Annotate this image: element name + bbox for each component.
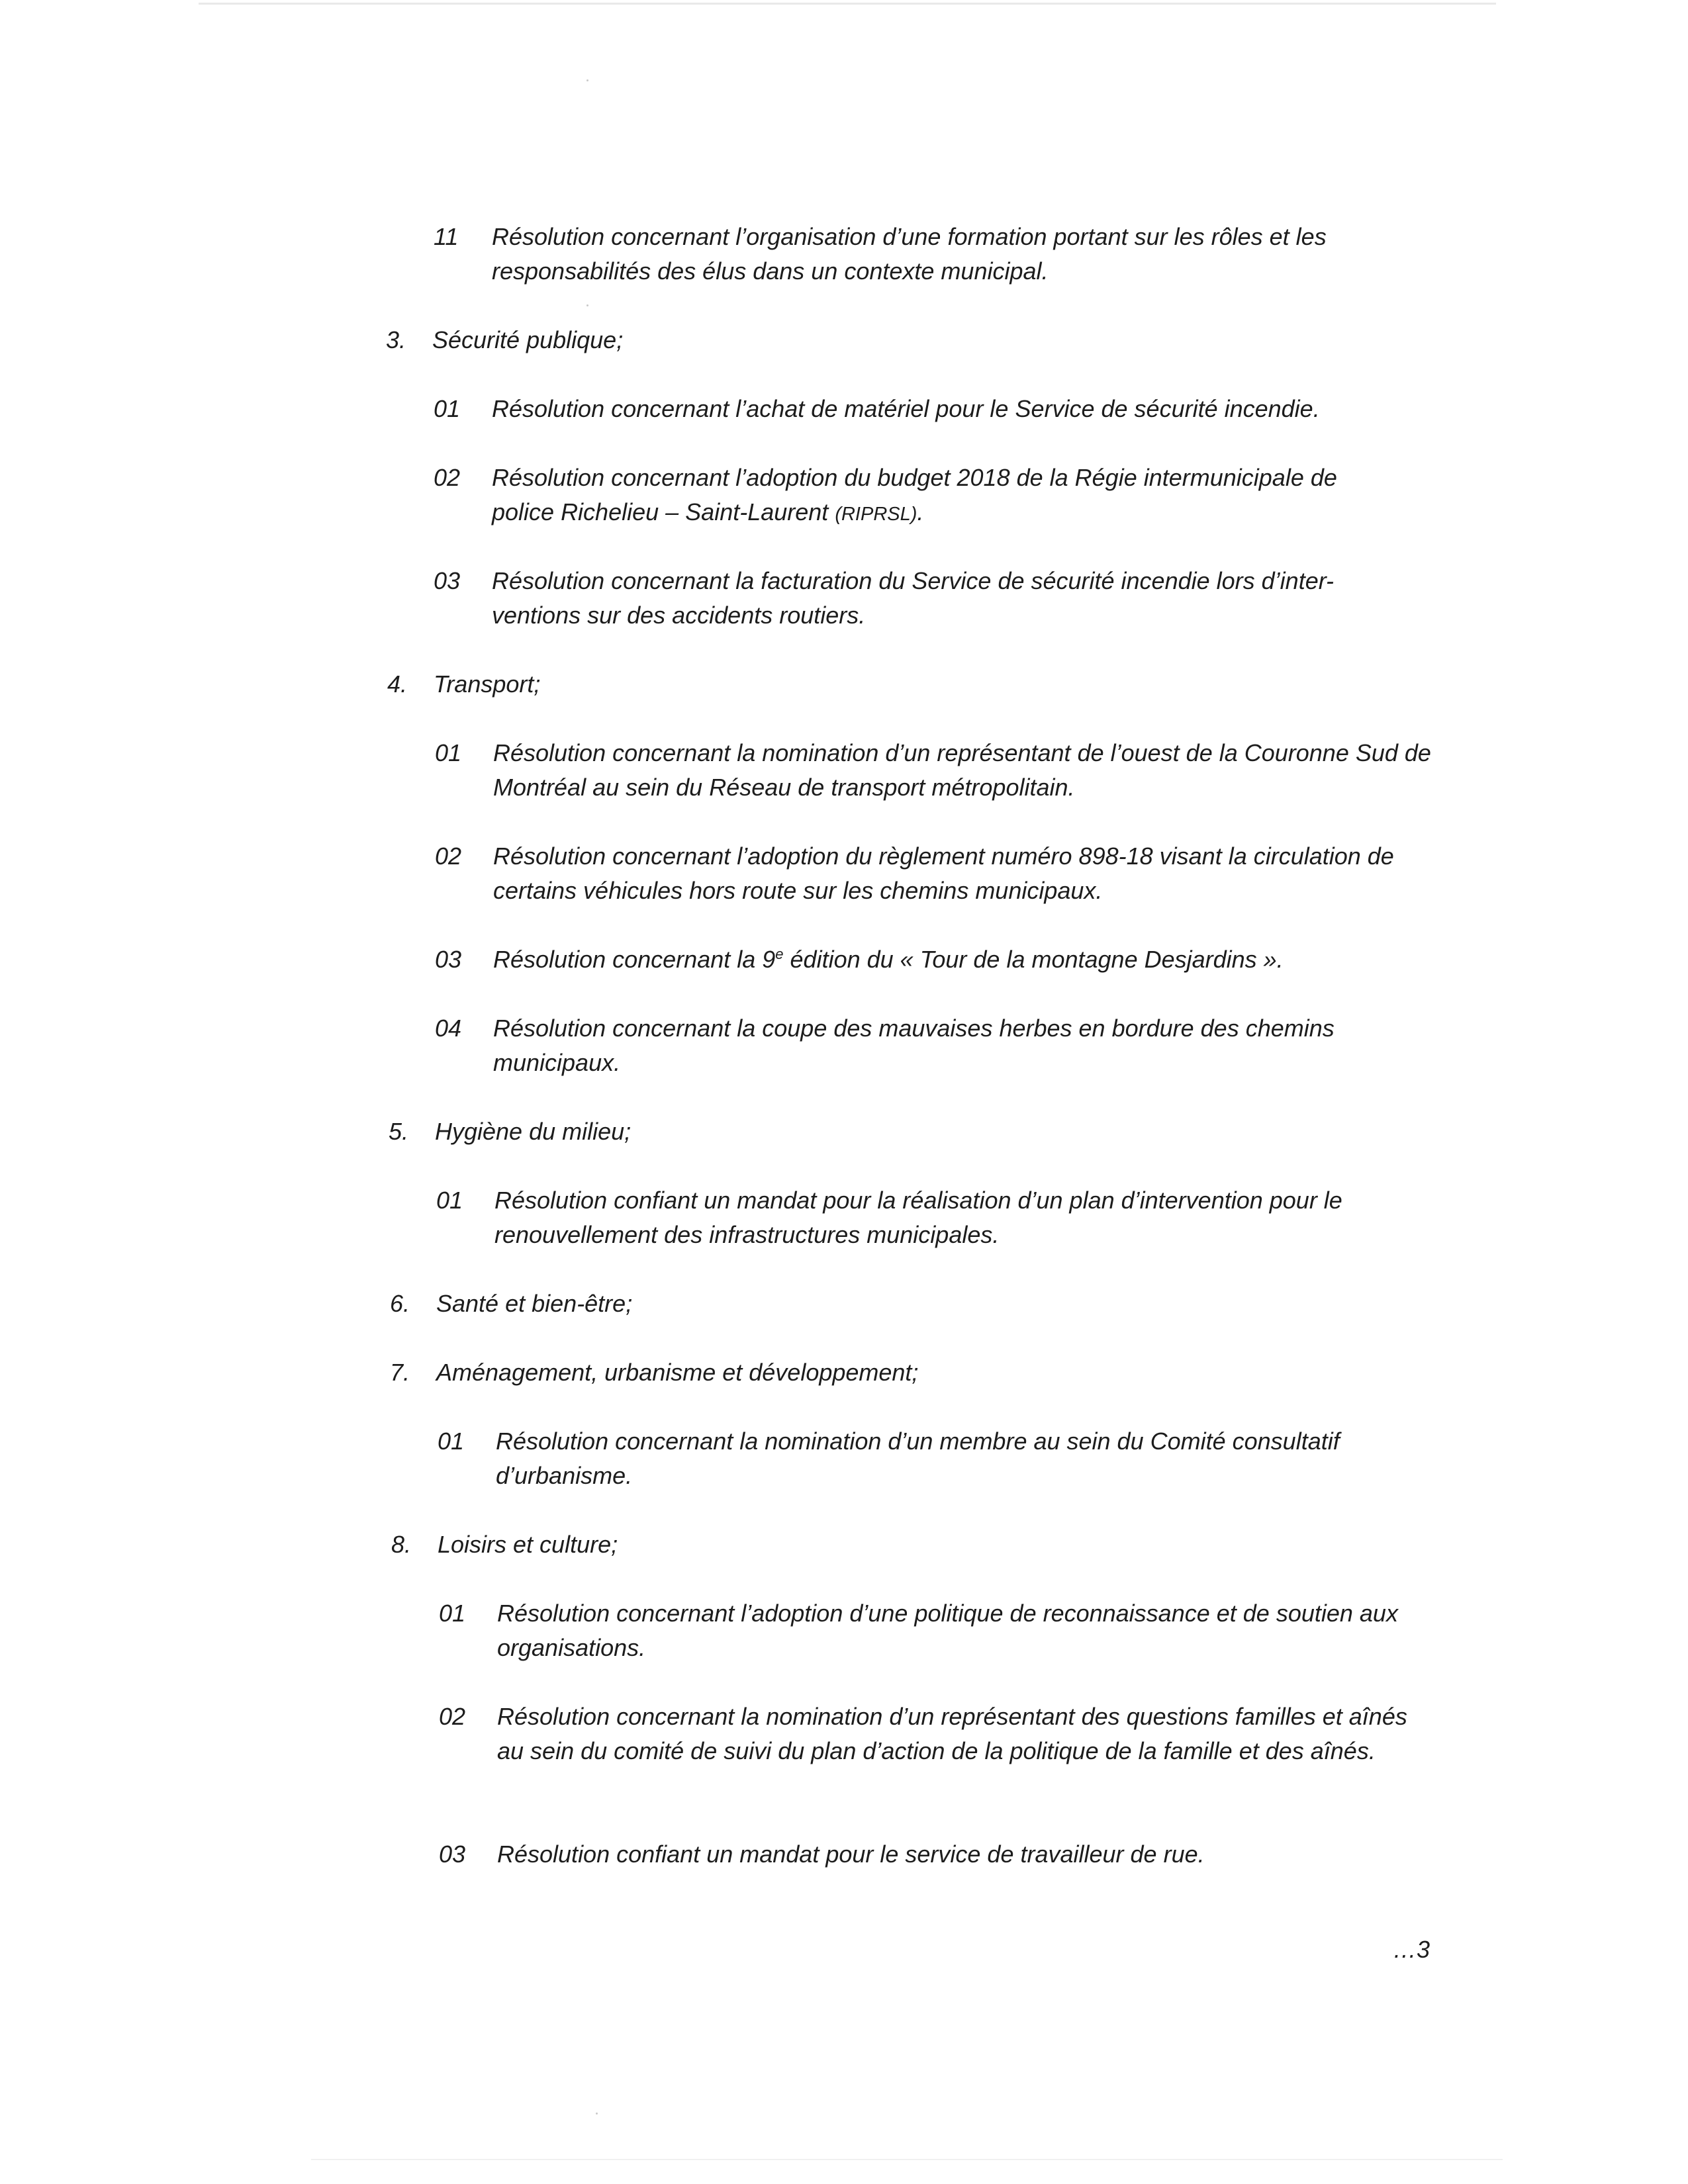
item-text: Résolution concernant l’organisation d’une formation portant sur les rôles et les responsabilités des élus dans un contexte municipal.	[492, 223, 1327, 285]
item-text: Résolution concernant la nomination d’un représentant des questions familles et aînés au sein du comité de suivi du plan d’action de la politique de la famille et des aînés.	[497, 1703, 1407, 1764]
section-title: Santé et bien-être;	[436, 1290, 633, 1317]
item-number: 01	[435, 739, 462, 766]
section-number: 6.	[390, 1290, 410, 1317]
section-heading	[389, 1115, 1382, 1149]
list-item	[438, 1424, 1404, 1493]
list-item	[439, 1700, 1412, 1768]
section-number: 8.	[391, 1531, 412, 1558]
list-item	[434, 564, 1400, 633]
item-text: Résolution confiant un mandat pour la réalisation d’un plan d’intervention pour le renouvellement des infrastructures municipales.	[494, 1187, 1342, 1248]
item-text	[492, 461, 1400, 531]
item-number: 01	[434, 395, 461, 422]
item-text: Résolution concernant la nomination d’un membre au sein du Comité consultatif d’urbanisme.	[496, 1428, 1340, 1489]
item-number: 01	[436, 1187, 463, 1214]
section-title: Sécurité publique;	[432, 326, 624, 353]
item-text: Résolution concernant la coupe des mauvaises herbes en bordure des chemins municipaux.	[493, 1015, 1335, 1076]
item-text: Résolution concernant l’adoption du règlement numéro 898-18 visant la circulation de certains véhicules hors route sur les chemins municipaux.	[493, 842, 1394, 904]
acronym: (RIPRSL)	[835, 504, 917, 525]
list-item	[435, 736, 1434, 805]
section-number: 5.	[389, 1118, 409, 1145]
section-title: Loisirs et culture;	[438, 1531, 618, 1558]
item-number: 01	[439, 1600, 466, 1627]
scan-speck	[596, 2113, 598, 2115]
section-number: 4.	[387, 670, 408, 698]
item-text-rest: édition du « Tour de la montagne Desjardins ».	[783, 946, 1284, 973]
item-text: Résolution concernant la facturation du Service de sécurité incendie lors d’inter-ventions sur des accidents routiers.	[492, 567, 1335, 629]
item-text-end: .	[917, 498, 924, 525]
list-item	[434, 392, 1400, 426]
section-title: Transport;	[434, 670, 541, 698]
list-item	[434, 461, 1400, 531]
list-item	[434, 220, 1400, 289]
section-heading	[391, 1527, 1384, 1562]
scan-speck	[586, 304, 588, 306]
section-heading	[390, 1355, 1383, 1390]
section-heading	[386, 323, 1379, 357]
item-number: 04	[435, 1015, 462, 1042]
section-number: 7.	[390, 1359, 410, 1386]
list-item	[439, 1837, 1405, 1872]
item-text: Résolution concernant l’achat de matériel pour le Service de sécurité incendie.	[492, 395, 1320, 422]
list-item	[435, 942, 1408, 977]
section-heading	[387, 667, 1380, 702]
item-text: Résolution concernant la nomination d’un représentant de l’ouest de la Couronne Sud de Montréal au sein du Réseau de transport métropolitain.	[493, 739, 1431, 801]
item-text-main: Résolution concernant la 9	[493, 946, 776, 973]
section-heading	[390, 1287, 1383, 1321]
superscript: e	[775, 946, 784, 962]
item-text: Résolution confiant un mandat pour le service de travailleur de rue.	[497, 1841, 1205, 1868]
section-number: 3.	[386, 326, 406, 353]
item-text: Résolution concernant l’adoption d’une politique de reconnaissance et de soutien aux organisations.	[497, 1600, 1398, 1661]
list-item	[439, 1596, 1405, 1665]
item-number: 02	[439, 1703, 466, 1730]
item-text	[493, 942, 1408, 977]
list-item	[435, 839, 1408, 908]
scan-speck	[586, 79, 588, 81]
item-text-main: Résolution concernant l’adoption du budget 2018 de la Régie intermunicipale de police Richelieu – Saint-Laurent	[492, 464, 1337, 525]
item-number: 02	[434, 464, 461, 491]
list-item	[436, 1183, 1403, 1252]
section-title: Aménagement, urbanisme et développement;	[436, 1359, 919, 1386]
item-number: 11	[434, 223, 459, 250]
item-number: 03	[434, 567, 461, 594]
item-number: 01	[438, 1428, 465, 1455]
item-number: 03	[439, 1841, 466, 1868]
page-continuation-marker: …3	[1392, 1936, 1430, 1963]
item-number: 02	[435, 842, 462, 870]
section-title: Hygiène du milieu;	[435, 1118, 632, 1145]
scan-edge-top	[199, 3, 1496, 5]
list-item	[435, 1011, 1401, 1080]
scan-edge-bottom	[311, 2159, 1503, 2160]
item-number: 03	[435, 946, 462, 973]
